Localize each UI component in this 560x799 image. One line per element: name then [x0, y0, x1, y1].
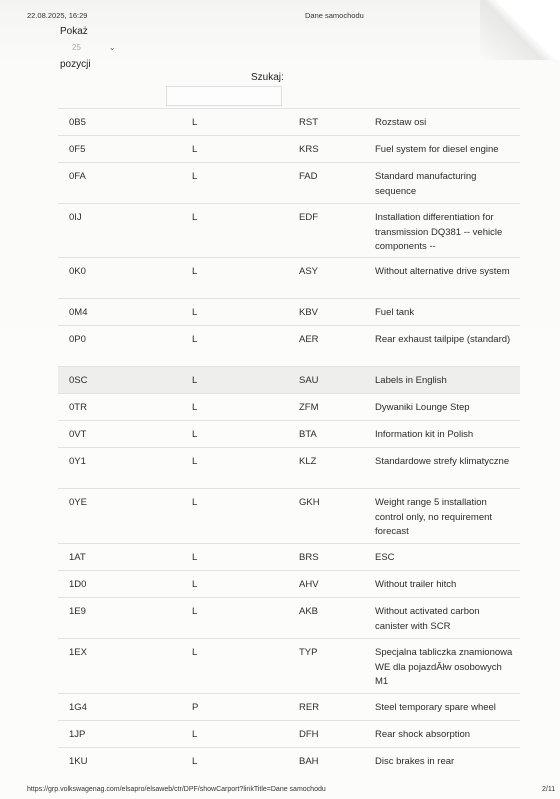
show-entries-label: Pokaż — [60, 26, 88, 37]
pr-code-cell: 1KU — [69, 756, 88, 767]
equipment-table — [58, 108, 520, 774]
side-cell: L — [192, 552, 198, 563]
description-cell: Rear shock absorption — [375, 729, 471, 740]
table-row — [58, 298, 520, 325]
description-cell: Rozstaw osi — [375, 117, 427, 128]
pr-code-cell: 1E9 — [69, 606, 86, 617]
print-page-number: 2/11 — [542, 786, 556, 793]
pr-code-cell: 1JP — [69, 729, 86, 740]
table-row — [58, 638, 520, 693]
entries-label: pozycji — [60, 59, 91, 70]
pr-code-cell: 0P0 — [69, 334, 86, 345]
family-cell: ASY — [299, 266, 319, 277]
chevron-down-icon: ⌄ — [108, 42, 116, 52]
side-cell: L — [192, 212, 198, 223]
description-cell: Without alternative drive system — [375, 266, 510, 277]
pr-code-cell: 1D0 — [69, 579, 87, 590]
family-cell: EDF — [299, 212, 318, 223]
table-row — [58, 693, 520, 720]
search-label: Szukaj: — [251, 72, 284, 83]
table-row — [58, 420, 520, 447]
description-cell: Standardowe strefy klimatyczne — [375, 456, 510, 467]
family-cell: SAU — [299, 375, 319, 386]
pr-code-cell: 0VT — [69, 429, 87, 440]
pr-code-cell: 1EX — [69, 647, 87, 658]
description-cell: Rear exhaust tailpipe (standard) — [375, 334, 511, 345]
pr-code-cell: 0SC — [69, 375, 88, 386]
table-row — [58, 488, 520, 543]
family-cell: AKB — [299, 606, 319, 617]
side-cell: L — [192, 756, 198, 767]
table-row — [58, 570, 520, 597]
side-cell: L — [192, 266, 198, 277]
pr-code-cell: 0IJ — [69, 212, 82, 223]
family-cell: KRS — [299, 144, 319, 155]
table-row — [58, 393, 520, 420]
print-datetime: 22.08.2025, 16:29 — [27, 11, 88, 20]
side-cell: L — [192, 647, 198, 658]
page-size-select[interactable] — [58, 39, 128, 55]
family-cell: RST — [299, 117, 318, 128]
side-cell: L — [192, 117, 198, 128]
description-cell: Weight range 5 installation control only, no requirement forecast — [375, 497, 493, 537]
search-input[interactable] — [166, 86, 282, 106]
table-row — [58, 135, 520, 162]
description-cell: Specjalna tabliczka znamionowa WE dla pojazdĂłw osobowych M1 — [375, 647, 513, 687]
table-row — [58, 257, 520, 298]
pr-code-cell: 0TR — [69, 402, 87, 413]
side-cell: L — [192, 307, 198, 318]
side-cell: L — [192, 456, 198, 467]
description-cell: Standard manufacturing sequence — [375, 171, 477, 197]
side-cell: L — [192, 375, 198, 386]
description-cell: Disc brakes in rear — [375, 756, 455, 767]
table-row — [58, 162, 520, 203]
table-row — [58, 325, 520, 366]
side-cell: L — [192, 144, 198, 155]
side-cell: L — [192, 729, 198, 740]
pr-code-cell: 1G4 — [69, 702, 87, 713]
family-cell: FAD — [299, 171, 318, 182]
page-size-value: 25 — [72, 42, 81, 52]
family-cell: ZFM — [299, 402, 319, 413]
pr-code-cell: 0YE — [69, 497, 87, 508]
description-cell: Without trailer hitch — [375, 579, 457, 590]
table-row — [58, 747, 520, 774]
description-cell: ESC — [375, 552, 395, 563]
side-cell: L — [192, 579, 198, 590]
pr-code-cell: 0FA — [69, 171, 86, 182]
description-cell: Installation differentiation for transmission DQ381 -- vehicle components -- — [375, 212, 503, 252]
pr-code-cell: 0K0 — [69, 266, 86, 277]
family-cell: KLZ — [299, 456, 317, 467]
side-cell: L — [192, 429, 198, 440]
pr-code-cell: 0M4 — [69, 307, 88, 318]
side-cell: L — [192, 402, 198, 413]
description-cell: Fuel tank — [375, 307, 415, 318]
side-cell: L — [192, 334, 198, 345]
pr-code-cell: 0B5 — [69, 117, 86, 128]
print-footer-url: https://grp.volkswagenag.com/elsapro/elsaweb/ctr/DPF/showCarport?linkTitle=Dane samochodu — [27, 786, 326, 793]
family-cell: AHV — [299, 579, 319, 590]
pr-code-cell: 0Y1 — [69, 456, 86, 467]
table-row — [58, 720, 520, 747]
description-cell: Information kit in Polish — [375, 429, 474, 440]
table-row — [58, 203, 520, 257]
side-cell: L — [192, 171, 198, 182]
page-corner-fold — [480, 0, 560, 60]
family-cell: BAH — [299, 756, 319, 767]
family-cell: TYP — [299, 647, 318, 658]
family-cell: RER — [299, 702, 320, 713]
family-cell: GKH — [299, 497, 320, 508]
print-page-title: Dane samochodu — [305, 11, 364, 20]
description-cell: Without activated carbon canister with SCR — [375, 606, 480, 632]
pr-code-cell: 1AT — [69, 552, 86, 563]
table-row — [58, 108, 520, 135]
side-cell: L — [192, 606, 198, 617]
side-cell: L — [192, 497, 198, 508]
table-row — [58, 543, 520, 570]
description-cell: Steel temporary spare wheel — [375, 702, 496, 713]
table-row — [58, 366, 520, 393]
family-cell: DFH — [299, 729, 319, 740]
family-cell: BTA — [299, 429, 317, 440]
pr-code-cell: 0F5 — [69, 144, 86, 155]
family-cell: AER — [299, 334, 319, 345]
family-cell: BRS — [299, 552, 319, 563]
table-row — [58, 597, 520, 638]
table-row — [58, 447, 520, 488]
side-cell: P — [192, 702, 199, 713]
family-cell: KBV — [299, 307, 319, 318]
description-cell: Fuel system for diesel engine — [375, 144, 499, 155]
description-cell: Dywaniki Lounge Step — [375, 402, 470, 413]
description-cell: Labels in English — [375, 375, 447, 386]
